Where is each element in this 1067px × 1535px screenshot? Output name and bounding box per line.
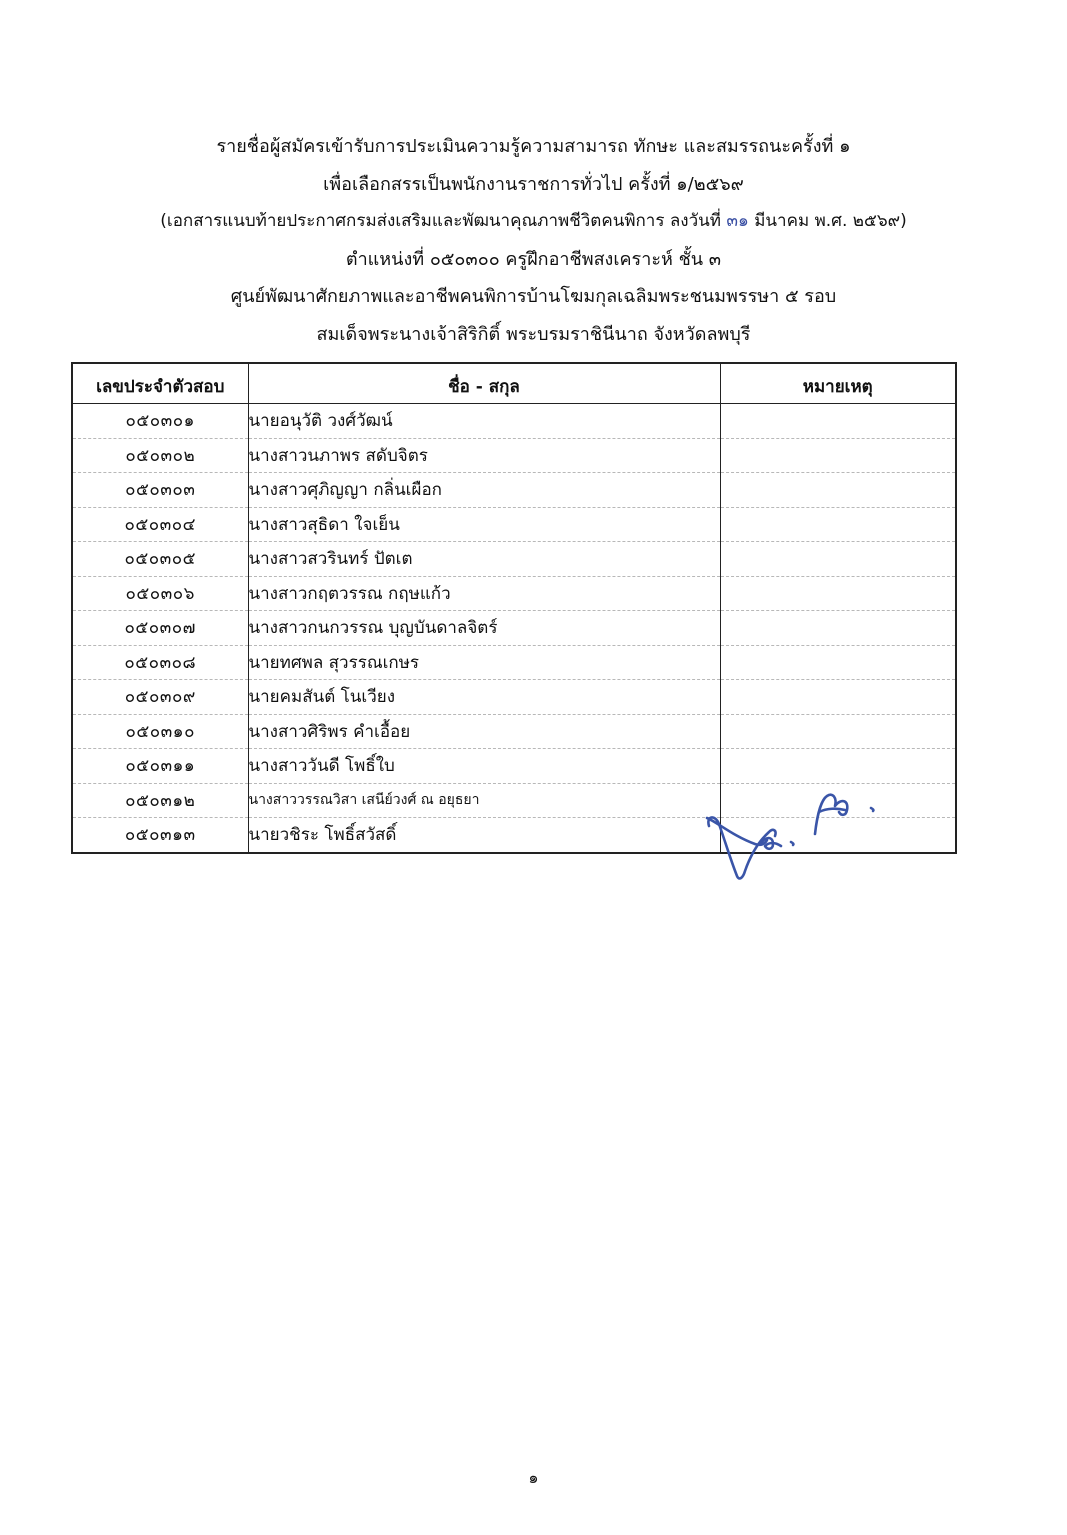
name-cell: นายทศพล สุวรรณเกษร — [248, 645, 720, 680]
exam-id-cell: ๐๕๐๓๐๑ — [72, 404, 248, 439]
table-row — [72, 749, 956, 784]
name-cell: นางสาวกฤตวรรณ กฤษแก้ว — [248, 576, 720, 611]
header-subtitle: เพื่อเลือกสรรเป็นพนักงานราชการทั่วไป ครั้งที่ ๑/๒๕๖๙ — [323, 173, 744, 195]
note-cell — [720, 438, 956, 473]
column-header-name: ชื่อ - สกุล — [248, 363, 720, 404]
note-cell — [720, 473, 956, 508]
table-row — [72, 714, 956, 749]
note-cell — [720, 542, 956, 577]
exam-id-cell: ๐๕๐๓๐๗ — [72, 611, 248, 646]
column-header-exam-id: เลขประจำตัวสอบ — [72, 363, 248, 404]
header-reference-suffix: มีนาคม พ.ศ. ๒๕๖๙) — [748, 211, 907, 231]
name-cell: นางสาวสวรินทร์ ปัตเต — [248, 542, 720, 577]
exam-id-cell: ๐๕๐๓๐๙ — [72, 680, 248, 715]
name-cell: นางสาวสุธิดา ใจเย็น — [248, 507, 720, 542]
name-cell: นายวชิระ โพธิ์สวัสดิ์ — [248, 818, 720, 853]
header-reference-date: ๓๑ — [726, 211, 749, 231]
note-cell — [720, 714, 956, 749]
exam-id-cell: ๐๕๐๓๐๕ — [72, 542, 248, 577]
exam-id-cell: ๐๕๐๓๐๒ — [72, 438, 248, 473]
name-cell: นางสาวศุภิญญา กลิ่นเผือก — [248, 473, 720, 508]
header-center: ศูนย์พัฒนาศักยภาพและอาชีพคนพิการบ้านโฆมกุลเฉลิมพระชนมพรรษา ๕ รอบ — [230, 286, 837, 307]
table-row — [72, 438, 956, 473]
table-header-row — [72, 363, 956, 404]
table-row — [72, 576, 956, 611]
header-royal-line: สมเด็จพระนางเจ้าสิริกิติ์ พระบรมราชินีนาถ จังหวัดลพบุรี — [316, 323, 751, 345]
table-row — [72, 680, 956, 715]
name-cell: นางสาววันดี โพธิ์ใบ — [248, 749, 720, 784]
exam-id-cell: ๐๕๐๓๑๒ — [72, 783, 248, 818]
header-position: ตำแหน่งที่ ๐๕๐๓๐๐ ครูฝึกอาชีพสงเคราะห์ ชั้น ๓ — [345, 248, 722, 270]
note-cell — [720, 611, 956, 646]
exam-id-cell: ๐๕๐๓๐๓ — [72, 473, 248, 508]
table-row — [72, 645, 956, 680]
note-cell — [720, 576, 956, 611]
exam-id-cell: ๐๕๐๓๑๐ — [72, 714, 248, 749]
header-title: รายชื่อผู้สมัครเข้ารับการประเมินความรู้ความสามารถ ทักษะ และสมรรถนะครั้งที่ ๑ — [216, 136, 851, 157]
note-cell — [720, 749, 956, 784]
name-cell: นางสาววรรณวิสา เสนีย์วงศ์ ณ อยุธยา — [248, 783, 720, 818]
note-cell — [720, 507, 956, 542]
table-row — [72, 611, 956, 646]
page-number: ๑ — [528, 1468, 539, 1487]
exam-id-cell: ๐๕๐๓๐๘ — [72, 645, 248, 680]
candidate-table — [71, 362, 957, 854]
exam-id-cell: ๐๕๐๓๐๖ — [72, 576, 248, 611]
name-cell: นายอนุวัติ วงศ์วัฒน์ — [248, 404, 720, 439]
table-row — [72, 507, 956, 542]
column-header-note: หมายเหตุ — [720, 363, 956, 404]
note-cell — [720, 645, 956, 680]
note-cell — [720, 404, 956, 439]
name-cell: นางสาวกนกวรรณ บุญบันดาลจิตร์ — [248, 611, 720, 646]
exam-id-cell: ๐๕๐๓๑๓ — [72, 818, 248, 853]
exam-id-cell: ๐๕๐๓๑๑ — [72, 749, 248, 784]
name-cell: นางสาวศิริพร คำเอื้อย — [248, 714, 720, 749]
note-cell — [720, 680, 956, 715]
header-reference — [0, 203, 1067, 241]
table-row — [72, 404, 956, 439]
name-cell: นางสาวนภาพร สดับจิตร — [248, 438, 720, 473]
name-cell: นายคมสันต์ โนเวียง — [248, 680, 720, 715]
exam-id-cell: ๐๕๐๓๐๔ — [72, 507, 248, 542]
table-row — [72, 542, 956, 577]
table-row — [72, 473, 956, 508]
signature-mark — [703, 786, 903, 886]
document-header — [0, 128, 1067, 353]
header-reference-prefix: (เอกสารแนบท้ายประกาศกรมส่งเสริมและพัฒนาคุณภาพชีวิตคนพิการ ลงวันที่ — [160, 211, 727, 231]
